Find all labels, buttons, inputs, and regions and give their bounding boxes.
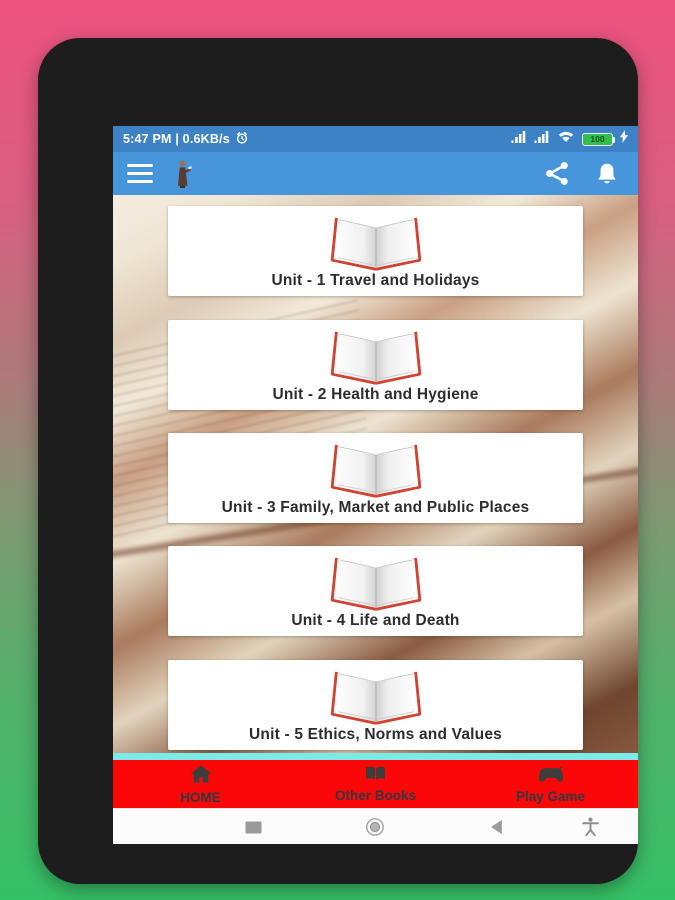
- alarm-icon: [235, 131, 249, 148]
- unit-card-2[interactable]: [168, 320, 583, 410]
- tab-other-books[interactable]: [288, 760, 463, 808]
- notification-bell-icon[interactable]: [590, 157, 624, 191]
- battery-percent: 100: [590, 134, 605, 144]
- signal-icon-sim2: [534, 130, 550, 148]
- bottom-tab-bar: [113, 760, 638, 808]
- open-book-icon: [323, 326, 429, 385]
- open-book-icon: [323, 666, 429, 725]
- tab-label: Play Game: [515, 788, 586, 804]
- tablet-frame: [38, 38, 638, 884]
- unit-card-3[interactable]: [168, 433, 583, 523]
- device-screen: [113, 126, 638, 844]
- unit-card-label: Unit - 3 Family, Market and Public Places: [221, 499, 530, 516]
- hamburger-menu-icon[interactable]: [127, 164, 153, 184]
- home-button[interactable]: [353, 809, 397, 844]
- house-icon: [189, 764, 213, 789]
- tab-label: HOME: [180, 789, 221, 805]
- tab-play-game[interactable]: [463, 760, 638, 808]
- signal-icon-sim1: [511, 130, 527, 148]
- status-bar: [113, 126, 638, 152]
- android-nav-bar: [113, 808, 638, 844]
- battery-icon: [582, 133, 613, 146]
- app-logo-person-icon: [175, 158, 192, 190]
- unit-card-label: Unit - 2 Health and Hygiene: [272, 386, 479, 403]
- status-right-group: [511, 130, 628, 148]
- status-left-group: [123, 131, 249, 148]
- recents-button[interactable]: [231, 809, 275, 844]
- divider-strip: [113, 753, 638, 760]
- status-time-speed: 5:47 PM | 0.6KB/s: [123, 132, 230, 146]
- share-icon[interactable]: [540, 157, 574, 191]
- unit-card-4[interactable]: [168, 546, 583, 636]
- tab-home[interactable]: [113, 760, 288, 808]
- unit-card-label: Unit - 4 Life and Death: [291, 612, 460, 629]
- unit-card-label: Unit - 5 Ethics, Norms and Values: [249, 726, 502, 743]
- unit-card-label: Unit - 1 Travel and Holidays: [271, 272, 480, 289]
- open-book-icon: [323, 439, 429, 498]
- gamepad-icon: [538, 765, 564, 788]
- tab-label: Other Books: [334, 788, 416, 803]
- unit-card-1[interactable]: [168, 206, 583, 296]
- wifi-icon: [557, 130, 575, 148]
- open-book-icon: [323, 212, 429, 271]
- back-button[interactable]: [474, 809, 518, 844]
- charging-bolt-icon: [620, 130, 628, 148]
- open-book-icon: [364, 765, 387, 787]
- content-area: [113, 195, 638, 753]
- app-bar: [113, 152, 638, 195]
- open-book-icon: [323, 552, 429, 611]
- accessibility-button[interactable]: [568, 809, 612, 844]
- unit-card-5[interactable]: [168, 660, 583, 750]
